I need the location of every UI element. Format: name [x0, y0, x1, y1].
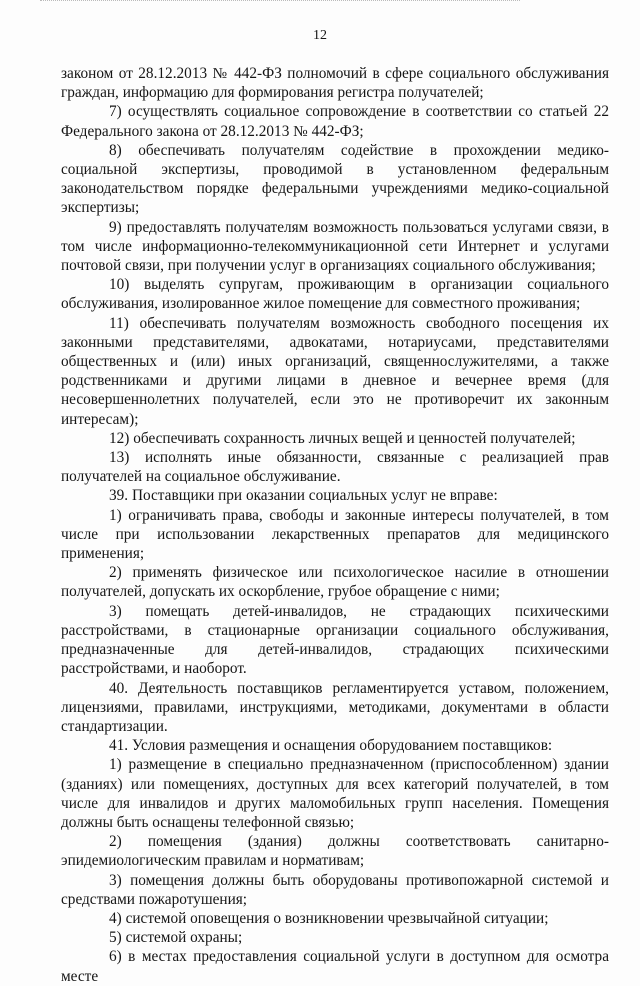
paragraph: 8) обеспечивать получателям содействие в прохождении медико-социальной экспертизы, проводимой в установленном федеральным законодательством порядке федеральными учреждениями медико-социальной экспертизы; [61, 141, 609, 217]
paragraph: 1) размещение в специально предназначенном (приспособленном) здании (зданиях) или помещениях, доступных для всех категорий получателей, в том числе для инвалидов и других маломобильных групп населения. Помещения должны быть оснащены телефонной связью; [61, 756, 609, 831]
paragraph: 6) в местах предоставления социальной услуги в доступном для осмотра месте [61, 948, 609, 985]
paragraph: 10) выделять супругам, проживающим в организации социального обслуживания, изолированное жилое помещение для совместного проживания; [61, 276, 609, 313]
paragraph: 13) исполнять иные обязанности, связанные с реализацией прав получателей на социальное обслуживание. [61, 449, 609, 486]
paragraph: 3) помещения должны быть оборудованы противопожарной системой и средствами пожаротушения; [61, 871, 609, 908]
paragraph: 39. Поставщики при оказании социальных услуг не вправе: [109, 487, 498, 505]
paragraph: 11) обеспечивать получателям возможность свободного посещения их законными представителями, адвокатами, нотариусами, представителями общественных и (или) иных организаций, священнослужителями, а также родственниками и другими лицами в дневное и вечернее время (для несовершеннолетних получателей, если это не противоречит их законным интересам); [61, 314, 609, 428]
page-number: 12 [313, 28, 327, 43]
paragraph: 40. Деятельность поставщиков регламентируется уставом, положением, лицензиями, правилами, инструкциями, методиками, документами в области стандартизации. [61, 679, 609, 735]
document-body [61, 64, 609, 986]
scan-artifact-top-edge [40, 0, 520, 3]
paragraph: 2) применять физическое или психологическое насилие в отношении получателей, допускать их оскорбление, грубое обращение с ними; [61, 564, 609, 601]
paragraph: 5) системой охраны; [109, 929, 243, 947]
paragraph: 41. Условия размещения и оснащения оборудованием поставщиков: [109, 737, 553, 755]
paragraph: 2) помещения (здания) должны соответствовать санитарно-эпидемиологическим правилам и нормативам; [61, 833, 609, 870]
paragraph: 1) ограничивать права, свободы и законные интересы получателей, в том числе при использовании лекарственных препаратов для медицинского применения; [61, 506, 609, 563]
paragraph: 4) системой оповещения о возникновении чрезвычайной ситуации; [109, 909, 549, 927]
paragraph: законом от 28.12.2013 № 442-ФЗ полномочий в сфере социального обслуживания граждан, информацию для формирования регистра получателей; [61, 65, 609, 102]
paragraph: 7) осуществлять социальное сопровождение в соответствии со статьей 22 Федерального закона от 28.12.2013 № 442-ФЗ; [61, 103, 609, 140]
paragraph: 9) предоставлять получателям возможность пользоваться услугами связи, в том числе информационно-телекоммуникационной сети Интернет и услугами почтовой связи, при получении услуг в организациях социального обслуживания; [61, 218, 609, 275]
paragraph: 12) обеспечивать сохранность личных вещей и ценностей получателей; [109, 429, 576, 447]
paragraph: 3) помещать детей-инвалидов, не страдающих психическими расстройствами, в стационарные организации социального обслуживания, предназначенные для детей-инвалидов, страдающих психическими расстройствами, и наоборот. [61, 602, 609, 678]
